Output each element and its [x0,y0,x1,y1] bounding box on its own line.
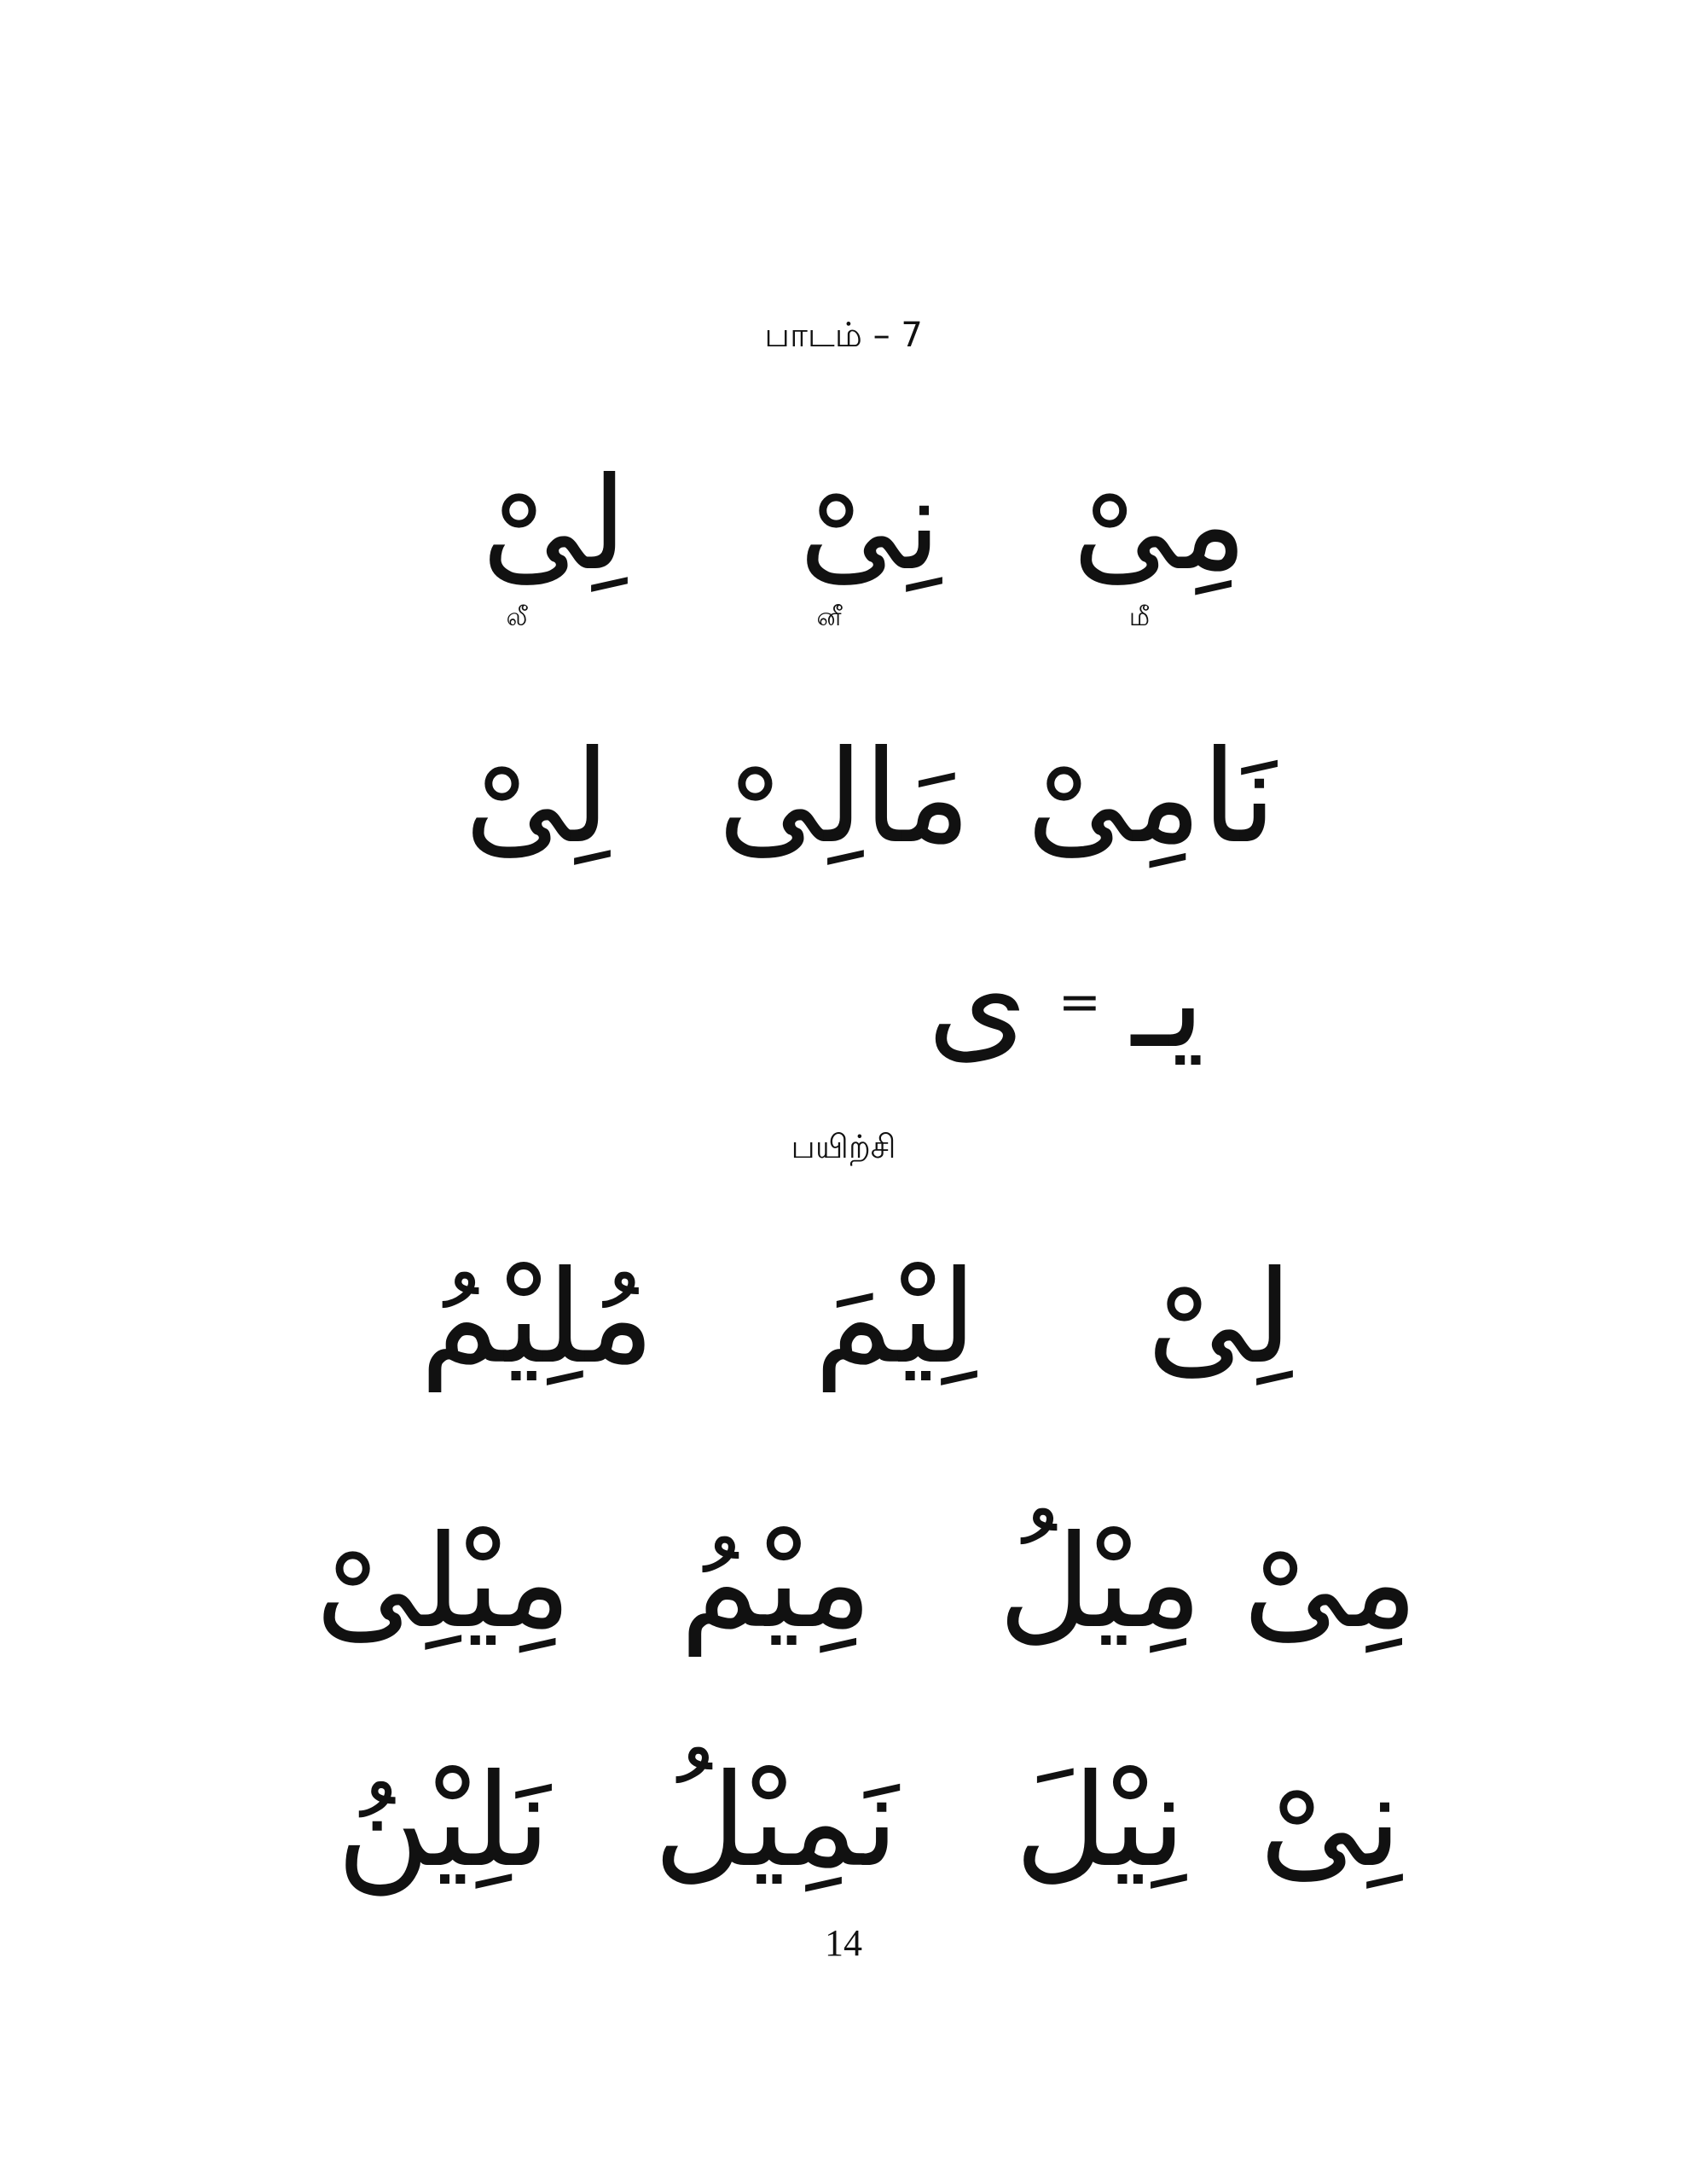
exercise-word-meel: مِيْلُ [998,1508,1203,1657]
exercise-word-naleenu: نَلِيْنُ [336,1747,551,1896]
page-number: 14 [825,1922,862,1964]
ya-final-form: ى [927,928,1028,1077]
lesson-letter-lee: لِىْ [481,450,628,599]
ya-medial-form: يـ [1132,928,1205,1077]
transliteration-nee: னீ [816,602,842,632]
lesson-letter-nee: نِىْ [798,450,942,599]
exercise-word-meem: مِيْمُ [680,1508,872,1657]
transliteration-mee: மீ [1128,602,1151,632]
exercise-title: பயிற்சி [791,1128,896,1165]
exercise-word-nameelu: نَمِيْلُ [653,1747,899,1896]
lesson-word-maalee: مَالِىْ [717,723,971,872]
exercise-word-muleem: مُلِيْمُ [420,1244,655,1392]
lesson-title: பாடம் – 7 [764,316,923,355]
exercise-word-lee: لِىْ [1146,1244,1293,1392]
exercise-word-meelee: مِيْلِىْ [315,1508,572,1657]
exercise-word-mee: مِىْ [1243,1508,1418,1657]
lesson-word-lee: لِىْ [464,723,611,872]
equals-sign: = [1058,973,1101,1032]
lesson-letter-mee: مِىْ [1072,450,1248,599]
exercise-word-nee: نِىْ [1259,1747,1402,1896]
lesson-word-naamee: نَامِىْ [1026,723,1277,872]
letter-form-equation [896,928,1237,1077]
exercise-word-leema: لِيْمَ [814,1244,977,1392]
transliteration-lee: லீ [506,602,528,632]
exercise-word-neela: نِيْلَ [1014,1747,1186,1896]
